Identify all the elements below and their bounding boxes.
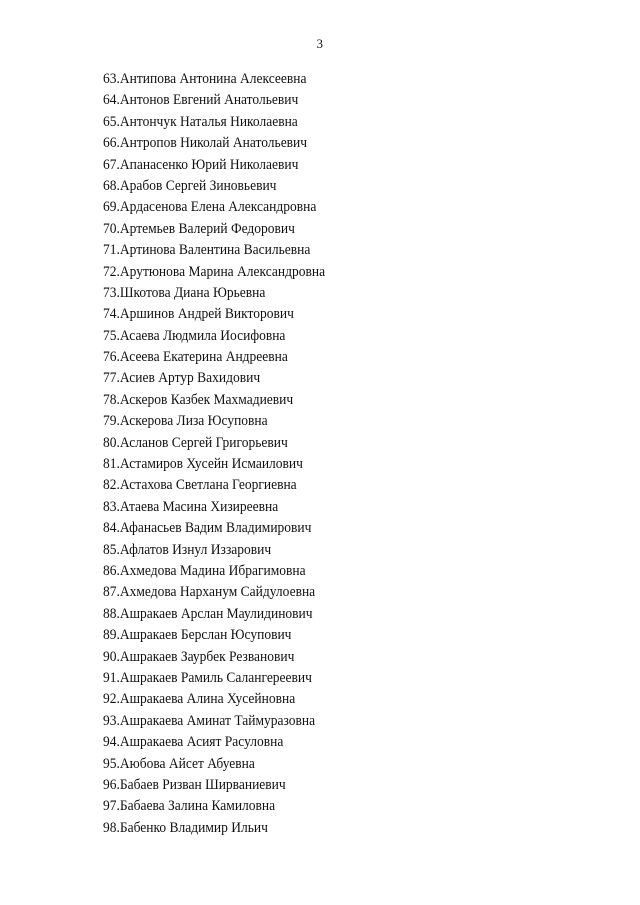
item-name: Антончук Наталья Николаевна xyxy=(119,113,298,130)
list-item xyxy=(103,754,325,775)
name-list xyxy=(103,69,350,839)
item-name: Ахмедова Мадина Ибрагимовна xyxy=(119,562,306,579)
list-item xyxy=(103,668,325,689)
item-number: 79. xyxy=(103,413,120,430)
list-item xyxy=(103,133,325,154)
item-number: 76. xyxy=(103,349,120,366)
item-number: 78. xyxy=(103,391,120,408)
item-number: 87. xyxy=(103,584,120,601)
list-item xyxy=(103,775,325,796)
list-item xyxy=(103,219,325,240)
item-name: Ашракаев Берслан Юсупович xyxy=(119,627,292,644)
item-name: Ашракаев Рамиль Салангереевич xyxy=(119,669,312,686)
list-item xyxy=(103,497,325,518)
item-number: 75. xyxy=(103,327,120,344)
list-item xyxy=(103,711,325,732)
item-number: 95. xyxy=(103,755,120,772)
item-name: Асаева Людмила Иосифовна xyxy=(119,327,286,344)
list-item xyxy=(103,796,325,817)
item-name: Ашракаев Арслан Маулидинович xyxy=(119,605,313,622)
item-number: 66. xyxy=(103,135,120,152)
item-name: Арабов Сергей Зиновьевич xyxy=(119,177,277,194)
list-item xyxy=(103,582,325,603)
list-item xyxy=(103,561,325,582)
item-number: 85. xyxy=(103,541,120,558)
item-name: Ардасенова Елена Александровна xyxy=(119,199,317,216)
list-item xyxy=(103,604,325,625)
item-number: 83. xyxy=(103,498,120,515)
item-name: Ашракаева Аминат Таймуразовна xyxy=(119,712,316,729)
item-number: 97. xyxy=(103,798,120,815)
list-item xyxy=(103,197,325,218)
item-name: Апанасенко Юрий Николаевич xyxy=(119,156,299,173)
item-name: Асланов Сергей Григорьевич xyxy=(119,434,288,451)
list-item xyxy=(103,326,325,347)
item-number: 94. xyxy=(103,734,120,751)
item-name: Антонов Евгений Анатольевич xyxy=(119,92,299,109)
item-name: Ашракаева Алина Хусейновна xyxy=(119,691,296,708)
list-item xyxy=(103,176,325,197)
item-number: 82. xyxy=(103,477,120,494)
list-item xyxy=(103,411,325,432)
list-item xyxy=(103,475,325,496)
item-number: 77. xyxy=(103,370,120,387)
item-name: Астахова Светлана Георгиевна xyxy=(119,477,297,494)
list-item xyxy=(103,818,325,839)
list-item xyxy=(103,262,325,283)
item-number: 72. xyxy=(103,263,120,280)
item-name: Астамиров Хусейн Исмаилович xyxy=(119,456,303,473)
item-name: Шкотова Диана Юрьевна xyxy=(119,284,266,301)
item-name: Афанасьев Вадим Владимирович xyxy=(119,520,312,537)
item-name: Асеева Екатерина Андреевна xyxy=(119,349,288,366)
item-name: Аршинов Андрей Викторович xyxy=(119,306,294,323)
item-number: 81. xyxy=(103,456,120,473)
item-number: 91. xyxy=(103,669,120,686)
list-item xyxy=(103,240,325,261)
item-number: 71. xyxy=(103,242,120,259)
list-item xyxy=(103,518,325,539)
list-item xyxy=(103,647,325,668)
item-name: Аскеров Казбек Махмадиевич xyxy=(119,391,294,408)
list-item xyxy=(103,90,325,111)
list-item xyxy=(103,155,325,176)
list-item xyxy=(103,368,325,389)
item-number: 64. xyxy=(103,92,120,109)
list-item xyxy=(103,69,325,90)
item-number: 65. xyxy=(103,113,120,130)
item-number: 74. xyxy=(103,306,120,323)
item-name: Асиев Артур Вахидович xyxy=(119,370,261,387)
item-name: Афлатов Изнул Иззарович xyxy=(119,541,272,558)
item-number: 69. xyxy=(103,199,120,216)
item-name: Ашракаева Асият Расуловна xyxy=(119,734,284,751)
item-number: 63. xyxy=(103,71,120,87)
item-number: 92. xyxy=(103,691,120,708)
item-number: 73. xyxy=(103,284,120,301)
item-number: 86. xyxy=(103,562,120,579)
list-item xyxy=(103,454,325,475)
list-item xyxy=(103,433,325,454)
list-item xyxy=(103,112,325,133)
item-name: Артемьев Валерий Федорович xyxy=(119,220,295,237)
item-name: Бабаева Залина Камиловна xyxy=(119,798,276,815)
item-name: Бабаев Ризван Ширваниевич xyxy=(119,776,286,793)
list-item xyxy=(103,540,325,561)
item-number: 98. xyxy=(103,819,120,836)
item-name: Антипова Антонина Алексеевна xyxy=(119,71,307,87)
item-name: Артинова Валентина Васильевна xyxy=(119,242,311,259)
item-name: Антропов Николай Анатольевич xyxy=(119,135,308,152)
item-name: Ашракаев Заурбек Резванович xyxy=(119,648,295,665)
list-item xyxy=(103,732,325,753)
item-number: 80. xyxy=(103,434,120,451)
item-number: 89. xyxy=(103,627,120,644)
item-name: Аюбова Айсет Абуевна xyxy=(119,755,255,772)
item-number: 67. xyxy=(103,156,120,173)
list-item xyxy=(103,347,325,368)
list-item xyxy=(103,304,325,325)
item-name: Атаева Масина Хизиреевна xyxy=(119,498,279,515)
item-number: 96. xyxy=(103,776,120,793)
item-number: 93. xyxy=(103,712,120,729)
item-number: 84. xyxy=(103,520,120,537)
item-number: 70. xyxy=(103,220,120,237)
page-number: 3 xyxy=(316,36,324,51)
item-name: Бабенко Владимир Ильич xyxy=(119,819,268,836)
item-number: 88. xyxy=(103,605,120,622)
item-number: 90. xyxy=(103,648,120,665)
item-name: Арутюнова Марина Александровна xyxy=(119,263,326,280)
list-item xyxy=(103,625,325,646)
item-name: Аскерова Лиза Юсуповна xyxy=(119,413,268,430)
item-number: 68. xyxy=(103,177,120,194)
list-item xyxy=(103,689,325,710)
list-item xyxy=(103,283,325,304)
list-item xyxy=(103,390,325,411)
item-name: Ахмедова Нарханум Сайдулоевна xyxy=(119,584,316,601)
